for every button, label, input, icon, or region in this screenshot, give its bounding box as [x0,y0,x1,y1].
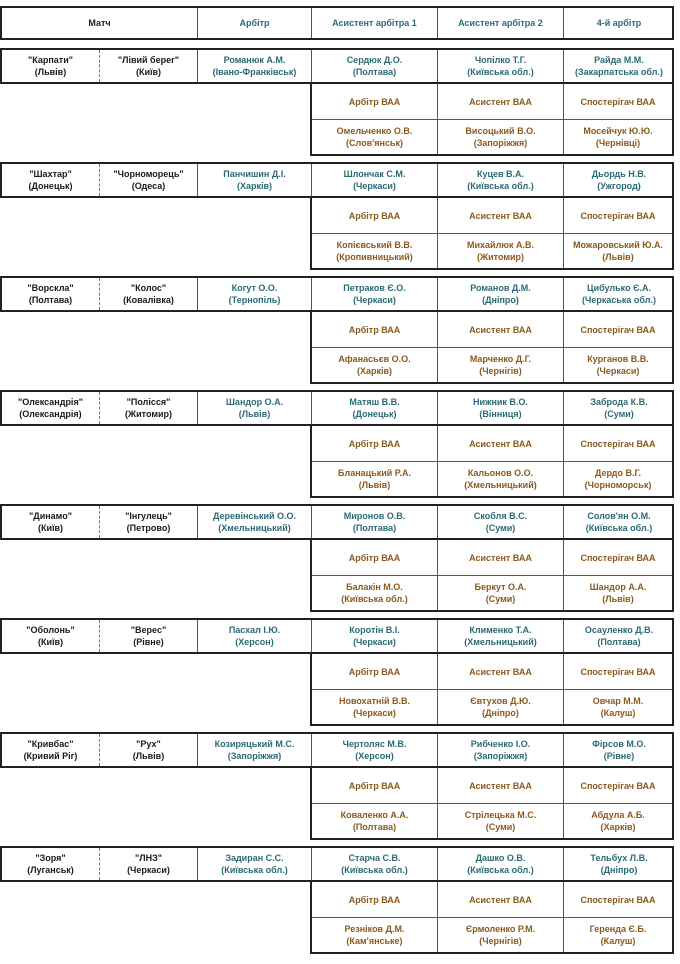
home-team-name: "Динамо" [29,511,72,521]
home-team-city: (Київ) [37,523,64,533]
observer-role-label: Спостерігач ВАА [580,210,656,221]
assistant-1 [312,506,438,538]
referee [198,278,312,310]
var-officials-row [312,233,672,268]
var-official-name: Балакін М.О. [346,581,403,592]
observer-role-label: Спостерігач ВАА [580,552,656,563]
table-header [0,6,674,40]
away-team-name: "Чорноморець" [113,169,184,179]
var-officials-row [312,689,672,724]
home-team-city: (Кривий Ріг) [23,751,78,761]
var-panel [310,84,674,156]
var-official-name: Резніков Д.М. [344,923,405,934]
observer-role-label: Спостерігач ВАА [580,780,656,791]
away-team-city: (Київ) [135,67,162,77]
fourth-official [564,506,674,538]
match-block [0,390,674,498]
var-official-city: (Черкаси) [353,707,396,718]
assistant-1-name: Миронов О.В. [343,511,406,521]
fourth-official-name: Фірсов М.О. [592,739,646,749]
avar-official-name: Стрілецька М.С. [464,809,537,820]
assistant-1 [312,164,438,196]
assistant-2 [438,392,564,424]
home-team [2,848,100,880]
assistant-2-name: Рибченко І.О. [470,739,531,749]
header-match: Матч [2,8,198,38]
away-team-city: (Одеса) [131,181,166,191]
var-officials-row [312,575,672,610]
var-role-label: Арбітр ВАА [312,84,438,119]
var-observer-name: Дердо В.Г. [595,467,641,478]
fourth-official-city: (Полтава) [597,637,641,647]
var-observer-city: (Калуш) [600,707,636,718]
avar-role-label: Асистент ВАА [438,426,564,461]
home-team [2,164,100,196]
var-observer-name: Абдула А.Б. [591,809,645,820]
var-observer-city: (Калуш) [600,935,636,946]
match-main-row [0,276,674,312]
away-team-name: "Полісся" [126,397,171,407]
away-team [100,392,198,424]
away-team-name: "Лівий берег" [117,55,180,65]
referee-city: (Хмельницький) [218,523,291,533]
referee-city: (Київська обл.) [221,865,288,875]
avar-role-label: Асистент ВАА [438,882,564,917]
home-team-name: "Кривбас" [27,739,74,749]
var-official-city: (Харків) [356,365,393,376]
match-main-row [0,618,674,654]
away-team [100,278,198,310]
var-roles-row [312,198,672,234]
referee-name: Когут О.О. [231,283,278,293]
avar-official-name: Висоцький В.О. [465,125,536,136]
var-roles-row [312,768,672,804]
var-officials-row [312,803,672,838]
var-official [312,917,438,952]
var-roles-row [312,882,672,918]
var-observer-name: Геренда Є.Б. [589,923,647,934]
away-team-city: (Черкаси) [127,865,170,875]
assistant-2-city: (Хмельницький) [464,637,537,647]
var-role-label: Арбітр ВАА [312,312,438,347]
var-role-label: Арбітр ВАА [312,768,438,803]
var-observer-city: (Львів) [602,251,634,262]
observer-role-label: Спостерігач ВАА [580,96,656,107]
header-fourth-official: 4-й арбітр [596,18,642,28]
avar-official-city: (Суми) [485,821,516,832]
home-team-name: "Зоря" [35,853,66,863]
fourth-official [564,392,674,424]
header-assistant-2: Асистент арбітра 2 [438,8,564,38]
assistant-1-city: (Полтава) [352,67,397,77]
assistant-1-name: Матяш В.В. [349,397,400,407]
avar-official [438,689,564,724]
assistant-2-name: Скобля В.С. [473,511,528,521]
avar-role-label: Асистент ВАА [438,768,564,803]
var-observer [564,119,672,154]
referee-name: Задиран С.С. [225,853,284,863]
var-official [312,119,438,154]
home-team [2,392,100,424]
assistant-1-city: (Полтава) [352,523,397,533]
assistant-1 [312,392,438,424]
var-official [312,803,438,838]
assistant-1-city: (Черкаси) [353,181,396,191]
fourth-official-city: (Черкаська обл.) [582,295,656,305]
var-role-label: Арбітр ВАА [312,540,438,575]
var-official [312,461,438,496]
referee-name: Пасхал І.Ю. [228,625,281,635]
assistant-2 [438,620,564,652]
assistant-1-name: Петраков Є.О. [343,283,406,293]
away-team-name: "ЛНЗ" [135,853,162,863]
referee-city: (Тернопіль) [228,295,281,305]
avar-official-city: (Запоріжжя) [473,137,528,148]
observer-role-label: Спостерігач ВАА [580,438,656,449]
assistant-2-name: Клименко Т.А. [469,625,532,635]
header-assistant-1: Асистент арбітра 1 [312,8,438,38]
assistant-2 [438,164,564,196]
var-observer-city: (Черкаси) [596,365,640,376]
var-official-city: (Слов'янськ) [346,137,403,148]
home-team-city: (Полтава) [28,295,73,305]
var-official-city: (Львів) [358,479,391,490]
avar-official-city: (Чернігів) [479,935,522,946]
var-observer [564,803,672,838]
assistant-1-name: Шлончак С.М. [343,169,406,179]
fourth-official-city: (Дніпро) [600,865,638,875]
fourth-official-city: (Суми) [604,409,634,419]
home-team-name: "Карпати" [27,55,74,65]
avar-official [438,347,564,382]
home-team-city: (Донецьк) [28,181,73,191]
var-observer [564,575,672,610]
observer-role-label: Спостерігач ВАА [580,894,656,905]
home-team [2,278,100,310]
var-roles-row [312,540,672,576]
fourth-official-name: Осауленко Д.В. [584,625,654,635]
away-team-name: "Рух" [136,739,161,749]
var-observer [564,689,672,724]
var-observer-city: (Львів) [602,593,634,604]
assistant-2-city: (Дніпро) [482,295,519,305]
fourth-official-city: (Ужгород) [597,181,641,191]
home-team-city: (Київ) [37,637,64,647]
var-observer-name: Можаровський Ю.А. [572,239,664,250]
referee-name: Романюк А.М. [223,55,286,65]
avar-official [438,917,564,952]
var-official-name: Новохатній В.В. [338,695,411,706]
home-team-name: "Ворскла" [27,283,74,293]
fourth-official-name: Солов'ян О.М. [587,511,651,521]
avar-official [438,461,564,496]
var-observer-city: (Харків) [600,821,636,832]
referee-name: Деревінський О.О. [212,511,297,521]
var-official-city: (Полтава) [352,821,397,832]
assistant-2-city: (Київська обл.) [467,181,534,191]
var-official-city: (Кам'янське) [346,935,403,946]
var-observer-name: Шандор А.А. [589,581,647,592]
var-observer-city: (Чернівці) [595,137,641,148]
var-roles-row [312,426,672,462]
away-team-name: "Верес" [130,625,167,635]
assistant-1-name: Коротін В.І. [349,625,400,635]
home-team-name: "Олександрія" [18,397,83,407]
avar-official [438,803,564,838]
away-team [100,848,198,880]
assistant-1-city: (Черкаси) [353,295,396,305]
var-observer [564,347,672,382]
var-official [312,233,438,268]
var-officials-row [312,347,672,382]
referee-name: Панчишин Д.І. [223,169,286,179]
referee-name: Шандор О.А. [225,397,284,407]
var-official-city: (Кропивницький) [336,251,413,262]
var-role-label: Арбітр ВАА [312,198,438,233]
avar-role-label: Асистент ВАА [438,84,564,119]
home-team-city: (Олександрія) [19,409,82,419]
avar-official-name: Марченко Д.Г. [469,353,532,364]
var-observer-name: Курганов В.В. [587,353,649,364]
var-observer-name: Мосейчук Ю.Ю. [583,125,653,136]
var-officials-row [312,119,672,154]
assistant-1 [312,848,438,880]
referee [198,50,312,82]
var-official [312,347,438,382]
var-panel [310,426,674,498]
assistant-2 [438,734,564,766]
match-block [0,846,674,954]
avar-official-city: (Хмельницький) [464,479,537,490]
fourth-official [564,164,674,196]
var-observer-name: Овчар М.М. [592,695,644,706]
home-team [2,506,100,538]
fourth-official [564,50,674,82]
var-panel [310,768,674,840]
home-team-name: "Шахтар" [29,169,72,179]
assistant-2-city: (Київська обл.) [467,865,534,875]
away-team [100,620,198,652]
var-panel [310,312,674,384]
referee [198,164,312,196]
match-block [0,48,674,156]
assistant-2 [438,50,564,82]
header-referee: Арбітр [198,8,312,38]
var-officials-row [312,917,672,952]
avar-official-city: (Житомир) [476,251,525,262]
match-main-row [0,162,674,198]
match-main-row [0,732,674,768]
var-panel [310,654,674,726]
var-official-name: Бланацький Р.А. [338,467,411,478]
referee [198,620,312,652]
referee-city: (Херсон) [235,637,274,647]
away-team-city: (Житомир) [124,409,173,419]
referee-city: (Львів) [238,409,271,419]
away-team-name: "Інгулець" [125,511,172,521]
fourth-official-name: Цибулько Є.А. [587,283,651,293]
observer-role-label: Спостерігач ВАА [580,324,656,335]
var-panel [310,198,674,270]
assistant-2-name: Нижник В.О. [473,397,528,407]
fourth-official [564,848,674,880]
var-official-city: (Київська обл.) [341,593,408,604]
var-official-name: Омельченко О.В. [336,125,413,136]
avar-official-name: Євтухов Д.Ю. [470,695,531,706]
away-team [100,506,198,538]
avar-official-city: (Суми) [485,593,516,604]
assistant-2-name: Дашко О.В. [475,853,526,863]
match-block [0,618,674,726]
var-official [312,689,438,724]
referee [198,392,312,424]
var-observer-city: (Чорноморськ) [584,479,652,490]
assistant-2-city: (Суми) [485,523,516,533]
referee [198,506,312,538]
assistant-1-name: Старча С.В. [348,853,401,863]
var-role-label: Арбітр ВАА [312,426,438,461]
assistant-2-city: (Запоріжжя) [473,751,528,761]
away-team [100,734,198,766]
home-team [2,734,100,766]
referee-city: (Івано-Франківськ) [212,67,297,77]
assistant-1 [312,734,438,766]
var-roles-row [312,84,672,120]
var-role-label: Арбітр ВАА [312,882,438,917]
var-official-name: Афанасьєв О.О. [338,353,411,364]
away-team-city: (Петрово) [126,523,171,533]
referee-name: Козиряцький М.С. [214,739,295,749]
avar-official-name: Беркут О.А. [474,581,527,592]
home-team-city: (Луганськ) [27,865,74,875]
fourth-official-name: Дьордь Н.В. [591,169,647,179]
assistant-1-name: Чертоляс М.В. [342,739,407,749]
assistant-1-city: (Херсон) [355,751,394,761]
var-roles-row [312,654,672,690]
home-team [2,50,100,82]
assistant-2-name: Чопілко Т.Г. [474,55,527,65]
match-main-row [0,846,674,882]
fourth-official-name: Тельбух Л.В. [590,853,648,863]
fourth-official-name: Райда М.М. [594,55,644,65]
assistant-2-name: Романов Д.М. [470,283,531,293]
var-officials-row [312,461,672,496]
assistant-1 [312,620,438,652]
assistant-1-name: Сердюк Д.О. [346,55,403,65]
avar-role-label: Асистент ВАА [438,654,564,689]
away-team-name: "Колос" [130,283,167,293]
var-panel [310,882,674,954]
fourth-official [564,278,674,310]
match-block [0,276,674,384]
assistant-2-name: Куцев В.А. [476,169,525,179]
fourth-official-city: (Рівне) [603,751,635,761]
var-official [312,575,438,610]
assistant-2-city: (Київська обл.) [467,67,534,77]
avar-official [438,119,564,154]
home-team-name: "Оболонь" [26,625,75,635]
match-block [0,732,674,840]
assistant-1-city: (Черкаси) [353,637,396,647]
assistant-1-city: (Донецьк) [352,409,397,419]
assistant-2-city: (Вінниця) [479,409,522,419]
avar-official-name: Єрмоленко Р.М. [465,923,536,934]
match-block [0,504,674,612]
fourth-official-city: (Київська обл.) [585,523,653,533]
avar-official [438,575,564,610]
assistant-2 [438,848,564,880]
avar-role-label: Асистент ВАА [438,198,564,233]
var-official-name: Коваленко А.А. [340,809,409,820]
fourth-official-city: (Закарпатська обл.) [575,67,663,77]
fourth-official [564,620,674,652]
var-official-name: Копієвський В.В. [336,239,413,250]
match-main-row [0,390,674,426]
match-main-row [0,504,674,540]
observer-role-label: Спостерігач ВАА [580,666,656,677]
avar-role-label: Асистент ВАА [438,540,564,575]
referee [198,734,312,766]
away-team [100,164,198,196]
var-roles-row [312,312,672,348]
match-block [0,162,674,270]
assistant-2 [438,506,564,538]
avar-official-name: Михайлюк А.В. [467,239,534,250]
away-team [100,50,198,82]
match-main-row [0,48,674,84]
assistant-1-city: (Київська обл.) [341,865,408,875]
avar-role-label: Асистент ВАА [438,312,564,347]
referee [198,848,312,880]
avar-official-city: (Дніпро) [482,707,519,718]
home-team [2,620,100,652]
away-team-city: (Рівне) [133,637,164,647]
fourth-official-name: Заброда К.В. [590,397,648,407]
home-team-city: (Львів) [34,67,67,77]
var-observer [564,917,672,952]
var-role-label: Арбітр ВАА [312,654,438,689]
avar-official [438,233,564,268]
var-observer [564,461,672,496]
avar-official-name: Кальонов О.О. [467,467,534,478]
fourth-official [564,734,674,766]
assistant-2 [438,278,564,310]
away-team-city: (Львів) [132,751,165,761]
avar-official-city: (Чернігів) [479,365,522,376]
var-observer [564,233,672,268]
assistant-1 [312,50,438,82]
referee-city: (Запоріжжя) [227,751,282,761]
away-team-city: (Ковалівка) [123,295,174,305]
var-panel [310,540,674,612]
referee-city: (Харків) [236,181,273,191]
assistant-1 [312,278,438,310]
